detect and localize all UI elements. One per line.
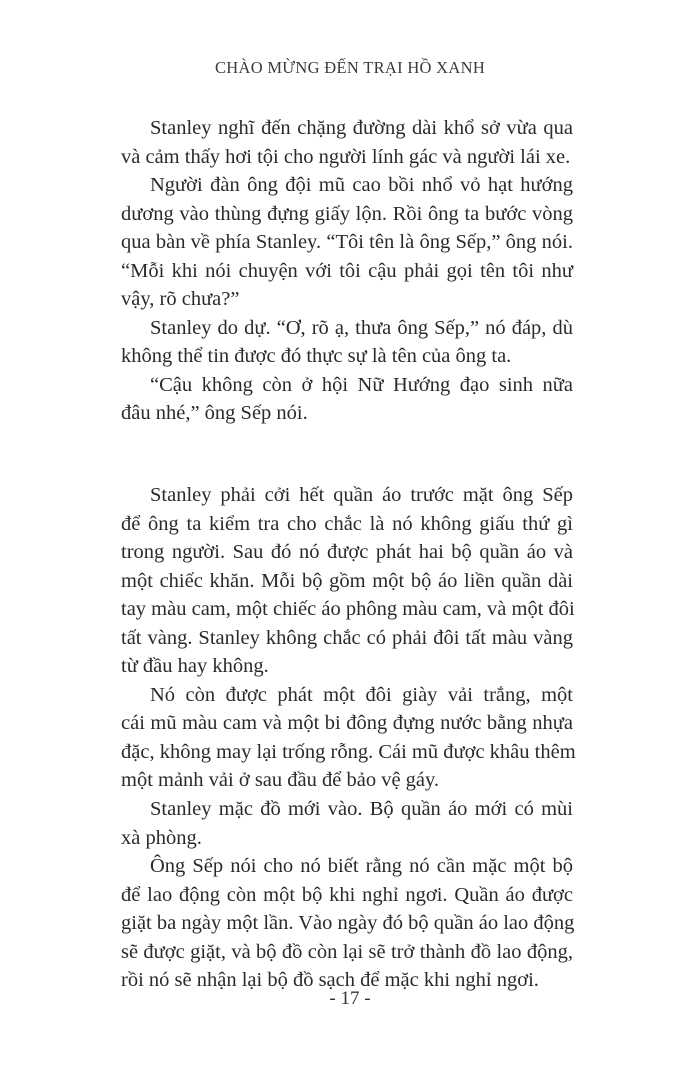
page-number: - 17 -: [329, 988, 371, 1009]
text-line: không thể tin được đó thực sự là tên của ông ta.: [121, 345, 512, 368]
text-line: đặc, không may lại trống rỗng. Cái mũ được khâu thêm: [121, 740, 576, 763]
text-line: giặt ba ngày một lần. Vào ngày đó bộ quần áo lao động: [121, 912, 575, 935]
text-line: Stanley mặc đồ mới vào. Bộ quần áo mới có mùi: [150, 798, 573, 821]
text-line: Ông Sếp nói cho nó biết rằng nó cần mặc một bộ: [150, 855, 573, 878]
text-line: cái mũ màu cam và một bi đông đựng nước bằng nhựa: [121, 712, 573, 735]
text-line: “Cậu không còn ở hội Nữ Hướng đạo sinh nữa: [150, 373, 573, 396]
text-line: một mảnh vải ở sau đầu để bảo vệ gáy.: [121, 769, 440, 792]
text-line: Nó còn được phát một đôi giày vải trắng, một: [150, 683, 573, 706]
text-line: xà phòng.: [121, 826, 202, 849]
text-line: Người đàn ông đội mũ cao bồi nhổ vỏ hạt hướng: [150, 174, 573, 197]
text-line: vậy, rõ chưa?”: [121, 288, 240, 311]
running-header: CHÀO MỪNG ĐẾN TRẠI HỒ XANH: [214, 58, 486, 77]
text-line: Stanley nghĩ đến chặng đường dài khổ sở vừa qua: [150, 117, 573, 139]
text-line: Stanley do dự. “Ơ, rõ ạ, thưa ông Sếp,” nó đáp, dù: [150, 316, 573, 339]
text-line: để ông ta kiểm tra cho chắc là nó không giấu thứ gì: [121, 512, 573, 535]
text-line: sẽ được giặt, và bộ đồ còn lại sẽ trở thành đồ lao động,: [121, 940, 573, 963]
text-line: để lao động còn một bộ khi nghỉ ngơi. Quần áo được: [121, 883, 573, 906]
text-line: tất vàng. Stanley không chắc có phải đôi tất màu vàng: [121, 626, 573, 649]
text-line: Stanley phải cởi hết quần áo trước mặt ông Sếp: [150, 484, 573, 507]
text-line: dương vào thùng đựng giấy lộn. Rồi ông ta bước vòng: [121, 202, 573, 225]
paragraph: [121, 481, 573, 681]
text-line: một chiếc khăn. Mỗi bộ gồm một bộ áo liền quần dài: [121, 569, 573, 592]
text-line: đâu nhé,” ông Sếp nói.: [121, 402, 308, 425]
section-after-break: [121, 481, 576, 995]
section-break: [121, 428, 573, 481]
paragraph: [121, 795, 573, 852]
paragraph: [121, 114, 573, 171]
text-line: qua bàn về phía Stanley. “Tôi tên là ông Sếp,” ông nói.: [121, 231, 573, 254]
text-line: tay màu cam, một chiếc áo phông màu cam, và một đôi: [121, 598, 575, 621]
text-line: và cảm thấy hơi tội cho người lính gác và người lái xe.: [121, 145, 571, 168]
section-before-break: [121, 114, 573, 428]
paragraph: [121, 681, 576, 795]
text-line: rồi nó sẽ nhận lại bộ đồ sạch để mặc khi nghỉ ngơi.: [121, 969, 539, 992]
text-line: “Mỗi khi nói chuyện với tôi cậu phải gọi tên tôi như: [121, 259, 573, 282]
paragraph: [121, 852, 573, 995]
paragraph: [121, 371, 573, 428]
text-line: từ đầu hay không.: [121, 655, 269, 678]
text-line: trong người. Sau đó nó được phát hai bộ quần áo và: [121, 541, 573, 564]
paragraph: [121, 171, 573, 314]
body-text: [121, 114, 576, 995]
paragraph: [121, 314, 573, 371]
